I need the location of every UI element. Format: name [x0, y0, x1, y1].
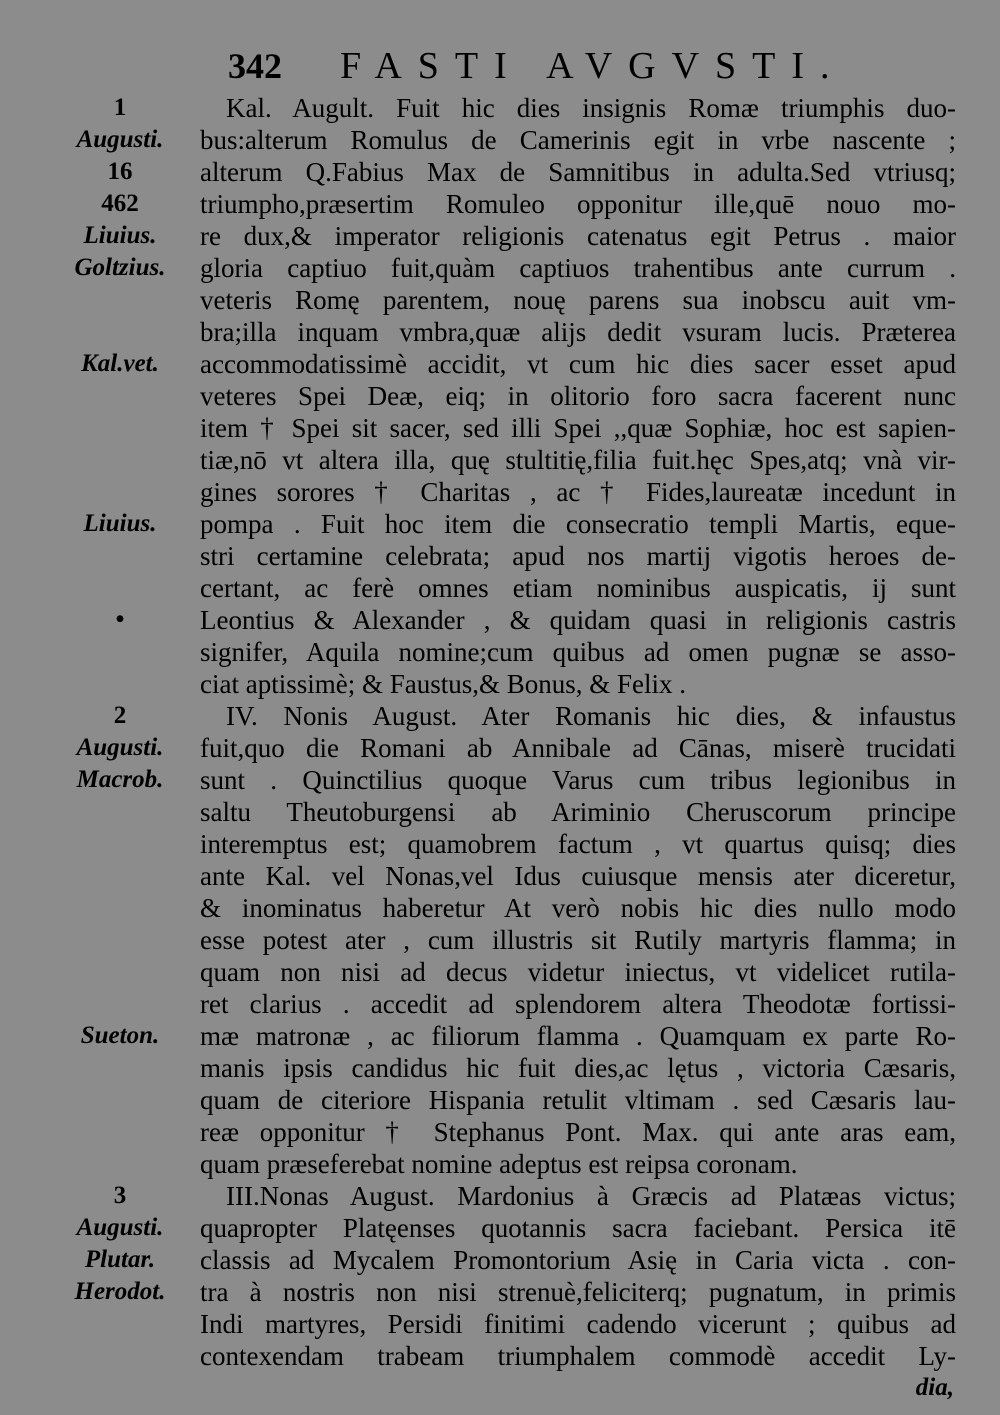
text-line [0, 988, 1000, 1020]
text-line [0, 1084, 1000, 1116]
text-line [0, 124, 1000, 156]
catchword: dia, [915, 1374, 954, 1401]
text-line [0, 828, 1000, 860]
text-line [0, 732, 1000, 764]
line-text: tiæ,nō vt altera illa, quę stultitię,filia fuit.hęc Spes,atq; vnà vir- [200, 445, 956, 475]
page-header [0, 44, 1000, 88]
line-text: veteres Spei Deæ, eiq; in olitorio foro sacra facerent nunc [200, 381, 956, 411]
line-text: esse potest ater , cum illustris sit Rutily martyris flamma; in [200, 925, 956, 955]
line-text: reæ opponitur † Stephanus Pont. Max. qui ante aras eam, [200, 1117, 956, 1147]
line-text: gloria captiuo fuit,quàm captiuos trahentibus ante currum . [200, 253, 956, 283]
running-title: FASTI AVGVSTI. [340, 45, 846, 87]
margin-note: Sueton. [80, 1022, 160, 1049]
text-line [0, 412, 1000, 444]
text-line [0, 764, 1000, 796]
text-line [0, 1212, 1000, 1244]
line-text: fuit,quo die Romani ab Annibale ad Cānas, miserè trucidati [200, 733, 956, 763]
line-text: ret clarius . accedit ad splendorem altera Theodotæ fortissi- [200, 989, 956, 1019]
text-line [0, 1340, 1000, 1372]
line-text: Leontius & Alexander , & quidam quasi in religionis castris [200, 605, 956, 635]
text-line [0, 1020, 1000, 1052]
text-line [0, 924, 1000, 956]
page-number: 342 [228, 46, 282, 86]
text-line [0, 1148, 1000, 1180]
text-line [0, 188, 1000, 220]
line-text: re dux,& imperator religionis catenatus egit Petrus . maior [200, 221, 956, 251]
text-line [0, 892, 1000, 924]
line-text: item † Spei sit sacer, sed illi Spei ,,quæ Sophiæ, hoc est sapien- [200, 413, 956, 443]
margin-note: 1 [113, 94, 127, 121]
line-text: certant, ac ferè omnes etiam nominibus auspicatis, ij sunt [200, 573, 956, 603]
line-text: stri certamine celebrata; apud nos martij vigotis heroes de- [200, 541, 956, 571]
line-text: quam de citeriore Hispania retulit vltimam . sed Cæsaris lau- [200, 1085, 956, 1115]
line-text: alterum Q.Fabius Max de Samnitibus in adulta.Sed vtriusq; [200, 157, 956, 187]
text-line [0, 316, 1000, 348]
line-text: mæ matronæ , ac filiorum flamma . Quamquam ex parte Ro- [200, 1021, 956, 1051]
text-line [0, 604, 1000, 636]
line-text: interemptus est; quamobrem factum , vt quartus quisq; dies [200, 829, 956, 859]
margin-note: Liuius. [83, 222, 157, 249]
margin-note: Plutar. [84, 1246, 156, 1273]
margin-note: Augusti. [76, 126, 164, 153]
text-line [0, 668, 1000, 700]
line-text: bra;illa inquam vmbra,quæ alijs dedit vsuram lucis. Præterea [200, 317, 956, 347]
text-line [0, 156, 1000, 188]
text-line [0, 860, 1000, 892]
line-text: ciat aptissimè; & Faustus,& Bonus, & Felix . [200, 669, 686, 699]
line-text: pompa . Fuit hoc item die consecratio templi Martis, eque- [200, 509, 956, 539]
text-line [0, 444, 1000, 476]
text-line [0, 1052, 1000, 1084]
line-text: classis ad Mycalem Promontorium Asię in Caria victa . con- [200, 1245, 956, 1275]
text-line [0, 92, 1000, 124]
line-text: gines sorores † Charitas , ac † Fides,laureatæ incedunt in [200, 477, 956, 507]
margin-note: 3 [113, 1182, 127, 1209]
line-text: III.Nonas August. Mardonius à Græcis ad Platæas victus; [226, 1181, 956, 1211]
margin-note: • [115, 606, 125, 633]
margin-note: 2 [113, 702, 127, 729]
text-line [0, 252, 1000, 284]
text-line [0, 380, 1000, 412]
margin-note: 462 [101, 190, 139, 217]
margin-note: Augusti. [76, 1214, 164, 1241]
line-text: IV. Nonis August. Ater Romanis hic dies, & infaustus [226, 701, 956, 731]
text-line [0, 476, 1000, 508]
line-text: veteris Romę parentem, nouę parens sua inobscu auit vm- [200, 285, 956, 315]
margin-note: Augusti. [76, 734, 164, 761]
text-line [0, 1116, 1000, 1148]
text-line [0, 572, 1000, 604]
line-text: manis ipsis candidus hic fuit dies,ac lętus , victoria Cæsaris, [200, 1053, 956, 1083]
line-text: saltu Theutoburgensi ab Ariminio Cheruscorum principe [200, 797, 956, 827]
line-text: contexendam trabeam triumphalem commodè accedit Ly- [200, 1341, 956, 1371]
text-line [0, 348, 1000, 380]
line-text: Indi martyres, Persidi finitimi cadendo vicerunt ; quibus ad [200, 1309, 956, 1339]
margin-note: Kal.vet. [81, 350, 159, 377]
margin-note: Goltzius. [74, 254, 166, 281]
line-text: quapropter Platęenses quotannis sacra faciebant. Persica itē [200, 1213, 956, 1243]
line-text: accommodatissimè accidit, vt cum hic dies sacer esset apud [200, 349, 956, 379]
line-text: signifer, Aquila nomine;cum quibus ad omen pugnæ se asso- [200, 637, 956, 667]
text-line [0, 540, 1000, 572]
text-line [0, 956, 1000, 988]
text-line [0, 700, 1000, 732]
line-text: ante Kal. vel Nonas,vel Idus cuiusque mensis ater diceretur, [200, 861, 956, 891]
text-line [0, 1180, 1000, 1212]
line-text: quam non nisi ad decus videtur iniectus, vt videlicet rutila- [200, 957, 956, 987]
text-line [0, 796, 1000, 828]
margin-note: Liuius. [83, 510, 157, 537]
line-text: & inominatus haberetur At verò nobis hic dies nullo modo [200, 893, 956, 923]
line-text: triumpho,præsertim Romuleo opponitur ille,quē nouo mo- [200, 189, 956, 219]
line-text: Kal. Augult. Fuit hic dies insignis Romæ triumphis duo- [226, 93, 956, 123]
margin-note: 16 [107, 158, 133, 185]
text-line [0, 636, 1000, 668]
text-line [0, 508, 1000, 540]
text-line [0, 1276, 1000, 1308]
text-line [0, 1244, 1000, 1276]
line-text: tra à nostris non nisi strenuè,feliciterq; pugnatum, in primis [200, 1277, 956, 1307]
margin-note: Herodot. [74, 1278, 166, 1305]
line-text: bus:alterum Romulus de Camerinis egit in vrbe nascente ; [200, 125, 956, 155]
line-text: quam præseferebat nomine adeptus est reipsa coronam. [200, 1149, 798, 1179]
text-line [0, 1308, 1000, 1340]
margin-note: Macrob. [76, 766, 164, 793]
line-text: sunt . Quinctilius quoque Varus cum tribus legionibus in [200, 765, 956, 795]
text-line [0, 284, 1000, 316]
text-line [0, 220, 1000, 252]
